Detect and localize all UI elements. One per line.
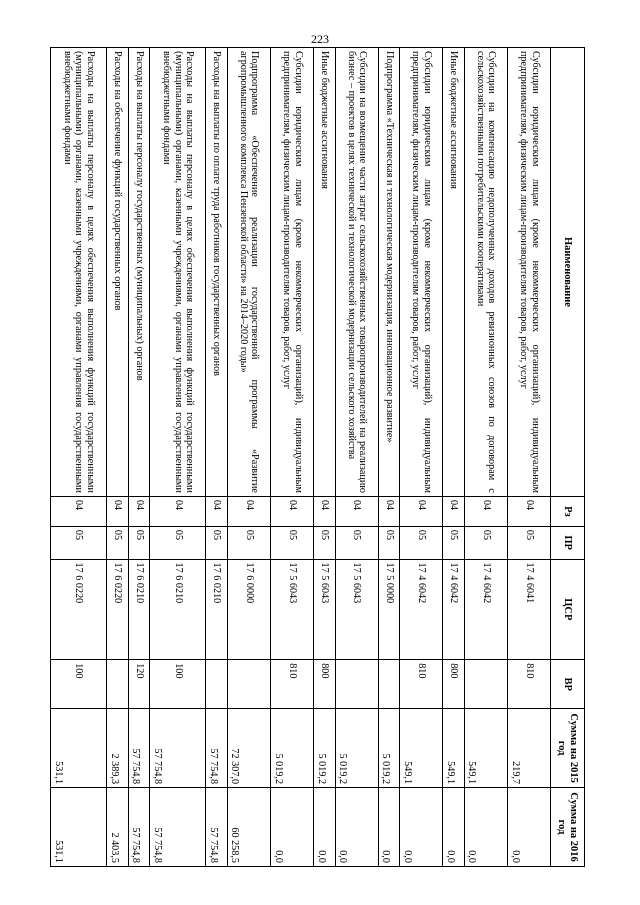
row-pr: 05 [227, 526, 270, 559]
row-pr: 05 [507, 526, 550, 559]
row-csr: 17 6 0000 [227, 559, 270, 660]
header-vr: ВР [551, 660, 585, 709]
row-sum-2015: 549,1 [400, 709, 443, 788]
budget-table [50, 47, 585, 867]
row-csr: 17 5 6043 [313, 559, 335, 660]
row-rz: 04 [270, 496, 313, 526]
row-vr [464, 660, 507, 709]
row-sum-2015: 219,7 [507, 709, 550, 788]
table-row [335, 48, 378, 867]
row-rz: 04 [206, 496, 228, 526]
row-vr: 810 [400, 660, 443, 709]
row-sum-2015: 2 389,3 [107, 709, 129, 788]
row-rz: 04 [107, 496, 129, 526]
row-sum-2015: 531,1 [51, 709, 107, 788]
row-vr: 100 [51, 660, 107, 709]
row-vr: 800 [313, 660, 335, 709]
row-vr: 810 [270, 660, 313, 709]
row-sum-2015: 5 019,2 [335, 709, 378, 788]
table-row [507, 48, 550, 867]
row-sum-2016: 57 754,8 [206, 788, 228, 867]
header-sum-2015: Сумма на 2015 год [551, 709, 585, 788]
row-name: Расходы на обеспечение функций государственных органов [107, 48, 129, 497]
row-rz: 04 [227, 496, 270, 526]
row-sum-2015: 57 754,8 [206, 709, 228, 788]
header-name: Наименование [551, 48, 585, 497]
row-sum-2015: 549,1 [464, 709, 507, 788]
row-vr: 120 [128, 660, 150, 709]
row-sum-2016: 0,0 [313, 788, 335, 867]
row-csr: 17 5 6043 [270, 559, 313, 660]
header-rz: Рз [551, 496, 585, 526]
row-csr: 17 6 0210 [206, 559, 228, 660]
row-name: Иные бюджетные ассигнования [443, 48, 465, 497]
row-csr: 17 6 0210 [150, 559, 206, 660]
header-pr: ПР [551, 526, 585, 559]
row-rz: 04 [378, 496, 400, 526]
row-rz: 04 [464, 496, 507, 526]
row-rz: 04 [507, 496, 550, 526]
row-vr [378, 660, 400, 709]
table-row [400, 48, 443, 867]
row-name: Субсидии юридическим лицам (кроме некоммерческих организаций), индивидуальным предпринимателям, физическим лицам-производителям товаров, работ, услуг [507, 48, 550, 497]
row-sum-2016: 57 754,8 [150, 788, 206, 867]
row-csr: 17 6 0220 [107, 559, 129, 660]
row-name: Расходы на выплаты персоналу в целях обеспечения выполнения функций государственными (муниципальными) органами, казенными учреждениями, органами управления государственными внебюджетными фондами [150, 48, 206, 497]
row-vr [335, 660, 378, 709]
row-sum-2016: 60 258,5 [227, 788, 270, 867]
row-pr: 05 [335, 526, 378, 559]
row-csr: 17 4 6041 [507, 559, 550, 660]
row-sum-2016: 2 403,5 [107, 788, 129, 867]
row-sum-2016: 0,0 [464, 788, 507, 867]
row-vr: 800 [443, 660, 465, 709]
row-pr: 05 [313, 526, 335, 559]
row-csr: 17 4 6042 [464, 559, 507, 660]
table-row [107, 48, 129, 867]
row-sum-2016: 0,0 [378, 788, 400, 867]
row-csr: 17 4 6042 [443, 559, 465, 660]
row-rz: 04 [150, 496, 206, 526]
table-row [227, 48, 270, 867]
table-row [313, 48, 335, 867]
row-vr [206, 660, 228, 709]
row-name: Иные бюджетные ассигнования [313, 48, 335, 497]
table-row [128, 48, 150, 867]
table-row [150, 48, 206, 867]
row-csr: 17 5 6043 [335, 559, 378, 660]
table-row [464, 48, 507, 867]
row-vr: 810 [507, 660, 550, 709]
row-name: Субсидии на компенсацию недополученных доходов ревизионных союзов по договорам с сельскохозяйственными потребительскими кооперативами [464, 48, 507, 497]
row-csr: 17 6 0210 [128, 559, 150, 660]
row-sum-2015: 549,1 [443, 709, 465, 788]
row-rz: 04 [443, 496, 465, 526]
row-sum-2016: 0,0 [507, 788, 550, 867]
row-rz: 04 [128, 496, 150, 526]
row-sum-2016: 0,0 [443, 788, 465, 867]
row-pr: 05 [128, 526, 150, 559]
row-pr: 05 [400, 526, 443, 559]
row-sum-2015: 57 754,8 [128, 709, 150, 788]
table-row [206, 48, 228, 867]
table-row [378, 48, 400, 867]
row-sum-2015: 5 019,2 [378, 709, 400, 788]
row-pr: 05 [270, 526, 313, 559]
table-header-row [551, 48, 585, 867]
row-name: Расходы на выплаты персоналу государственных (муниципальных) органов [128, 48, 150, 497]
row-name: Субсидии юридическим лицам (кроме некоммерческих организаций), индивидуальным предпринимателям, физическим лицам-производителям товаров, работ, услуг [270, 48, 313, 497]
row-pr: 05 [206, 526, 228, 559]
table-row [270, 48, 313, 867]
row-pr: 05 [51, 526, 107, 559]
row-sum-2016: 57 754,8 [128, 788, 150, 867]
row-pr: 05 [443, 526, 465, 559]
header-csr: ЦСР [551, 559, 585, 660]
row-vr [227, 660, 270, 709]
row-csr: 17 6 0220 [51, 559, 107, 660]
table-row [51, 48, 107, 867]
row-name: Подпрограмма «Обеспечение реализации государственной программы «Развитие агропромышленного комплекса Пензенской области» на 2014–2020 годы» [227, 48, 270, 497]
row-sum-2015: 72 307,0 [227, 709, 270, 788]
page-number: 223 [311, 32, 329, 46]
row-pr: 05 [150, 526, 206, 559]
row-rz: 04 [335, 496, 378, 526]
row-sum-2016: 531,1 [51, 788, 107, 867]
header-sum-2016: Сумма на 2016 год [551, 788, 585, 867]
row-sum-2015: 57 754,8 [150, 709, 206, 788]
row-sum-2015: 5 019,2 [313, 709, 335, 788]
row-name: Подпрограмма «Техническая и технологическая модернизация, инновационное развитие» [378, 48, 400, 497]
row-csr: 17 4 6042 [400, 559, 443, 660]
row-name: Субсидии на возмещение части затрат сельскохозяйственных товаропроизводителей на реализацию бизнес – проектов в целях технической и технологической модернизации сельского хозяйства [335, 48, 378, 497]
row-sum-2016: 0,0 [400, 788, 443, 867]
row-pr: 05 [378, 526, 400, 559]
budget-table-rotated [50, 47, 585, 867]
row-vr [107, 660, 129, 709]
row-rz: 04 [400, 496, 443, 526]
row-rz: 04 [313, 496, 335, 526]
row-sum-2015: 5 019,2 [270, 709, 313, 788]
row-pr: 05 [107, 526, 129, 559]
row-pr: 05 [464, 526, 507, 559]
row-csr: 17 5 0000 [378, 559, 400, 660]
row-name: Расходы на выплаты по оплате труда работников государственных органов [206, 48, 228, 497]
row-sum-2016: 0,0 [335, 788, 378, 867]
table-row [443, 48, 465, 867]
row-name: Расходы на выплаты персоналу в целях обеспечения выполнения функций государственными (муниципальными) органами, казенными учреждениями, органами управления государственными внебюджетными фондами [51, 48, 107, 497]
row-sum-2016: 0,0 [270, 788, 313, 867]
row-vr: 100 [150, 660, 206, 709]
row-rz: 04 [51, 496, 107, 526]
row-name: Субсидии юридическим лицам (кроме некоммерческих организаций), индивидуальным предпринимателям, физическим лицам-производителям товаров, работ, услуг [400, 48, 443, 497]
